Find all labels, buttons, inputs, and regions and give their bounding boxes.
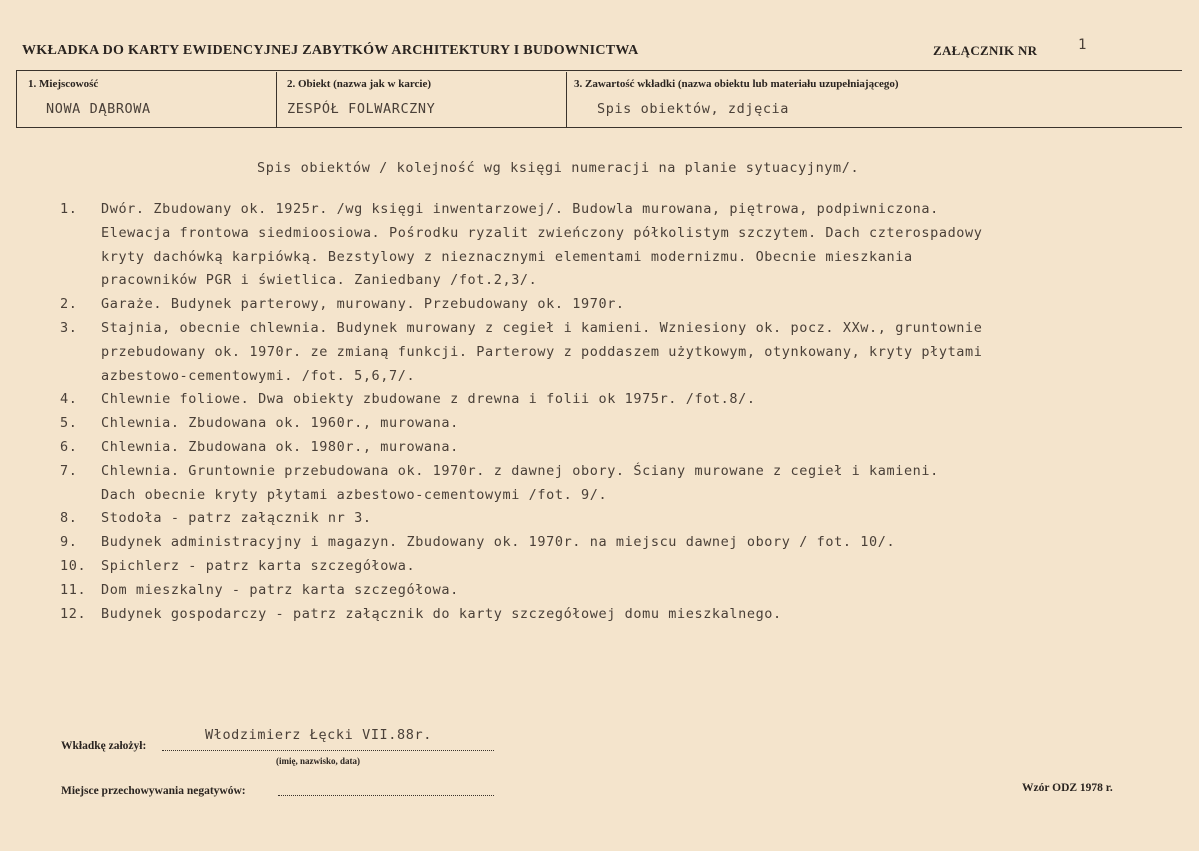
item-number: 8. — [60, 510, 78, 527]
item-text-line: Elewacja frontowa siedmioosiowa. Pośrodku ryzalit zwieńczony półkolistym szczytem. Dach czterospadowy — [101, 224, 983, 241]
item-text-line: Chlewnia. Gruntownie przebudowana ok. 1970r. z dawnej obory. Ściany murowane z cegieł i kamieni. — [101, 462, 939, 479]
negatives-dotted-line — [278, 795, 494, 796]
list-intro: Spis obiektów / kolejność wg księgi numeracji na planie sytuacyjnym/. — [257, 160, 860, 176]
item-text-line: Chlewnia. Zbudowana ok. 1980r., murowana. — [101, 439, 459, 455]
item-text-line: Chlewnie foliowe. Dwa obiekty zbudowane z drewna i folii ok 1975r. /fot.8/. — [101, 391, 756, 408]
fields-divider-1 — [276, 72, 277, 127]
fields-divider-2 — [566, 72, 567, 127]
fields-bottom-rule — [16, 127, 1182, 128]
form-version: Wzór ODZ 1978 r. — [1022, 782, 1113, 794]
item-text-line: Dwór. Zbudowany ok. 1925r. /wg księgi inwentarzowej/. Budowla murowana, piętrowa, podpiwniczona. — [101, 201, 939, 217]
item-number: 4. — [60, 391, 78, 408]
item-text-line: kryty dachówką karpiówką. Bezstylowy z nieznacznymi elementami modernizmu. Obecnie mieszkania — [101, 248, 913, 265]
content-label: 3. Zawartość wkładki (nazwa obiektu lub materiału uzupełniającego) — [574, 78, 899, 90]
item-number: 1. — [60, 201, 78, 217]
locality-label: 1. Miejscowość — [28, 78, 99, 90]
item-text-line: przebudowany ok. 1970r. ze zmianą funkcji. Parterowy z poddaszem użytkowym, otynkowany, kryty płytami — [101, 343, 983, 360]
item-number: 7. — [60, 462, 78, 479]
locality-value: NOWA DĄBROWA — [46, 101, 151, 117]
fields-left-border — [16, 70, 17, 127]
item-text-line: Budynek administracyjny i magazyn. Zbudowany ok. 1970r. na miejscu dawnej obory / fot. 10/. — [101, 534, 896, 551]
item-text-line: Chlewnia. Zbudowana ok. 1960r., murowana. — [101, 415, 459, 432]
header-rule — [16, 70, 1182, 71]
item-text-line: Stodoła - patrz załącznik nr 3. — [101, 510, 372, 527]
attachment-number: 1 — [1078, 37, 1088, 53]
negatives-label: Miejsce przechowywania negatywów: — [61, 785, 246, 797]
item-text-line: Budynek gospodarczy - patrz załącznik do karty szczegółowej domu mieszkalnego. — [101, 605, 782, 622]
item-number: 10. — [60, 558, 87, 574]
item-number: 11. — [60, 581, 87, 598]
object-label: 2. Obiekt (nazwa jak w karcie) — [287, 78, 432, 90]
item-text-line: pracowników PGR i świetlica. Zaniedbany /fot.2,3/. — [101, 272, 538, 289]
item-number: 12. — [60, 605, 87, 622]
item-number: 6. — [60, 439, 78, 455]
item-text-line: azbestowo-cementowymi. /fot. 5,6,7/. — [101, 367, 416, 384]
item-number: 5. — [60, 415, 78, 432]
founded-value: Włodzimierz Łęcki VII.88r. — [205, 727, 432, 743]
card-title: WKŁADKA DO KARTY EWIDENCYJNEJ ZABYTKÓW ARCHITEKTURY I BUDOWNICTWA — [22, 43, 639, 58]
item-text-line: Dom mieszkalny - patrz karta szczegółowa. — [101, 581, 459, 598]
content-value: Spis obiektów, zdjęcia — [597, 101, 790, 117]
item-number: 9. — [60, 534, 78, 551]
item-text-line: Stajnia, obecnie chlewnia. Budynek murowany z cegieł i kamieni. Wzniesiony ok. pocz. XXw., gruntownie — [101, 320, 983, 336]
object-value: ZESPÓŁ FOLWARCZNY — [287, 101, 436, 117]
attachment-label: ZAŁĄCZNIK NR — [933, 43, 1038, 58]
founded-hint: (imię, nazwisko, data) — [276, 756, 360, 766]
item-number: 2. — [60, 296, 78, 313]
item-text-line: Dach obecnie kryty płytami azbestowo-cementowymi /fot. 9/. — [101, 486, 608, 503]
item-text-line: Garaże. Budynek parterowy, murowany. Przebudowany ok. 1970r. — [101, 296, 625, 313]
item-text-line: Spichlerz - patrz karta szczegółowa. — [101, 558, 416, 574]
founded-label: Wkładkę założył: — [61, 740, 147, 752]
item-number: 3. — [60, 320, 78, 336]
founded-dotted-line — [162, 750, 494, 751]
